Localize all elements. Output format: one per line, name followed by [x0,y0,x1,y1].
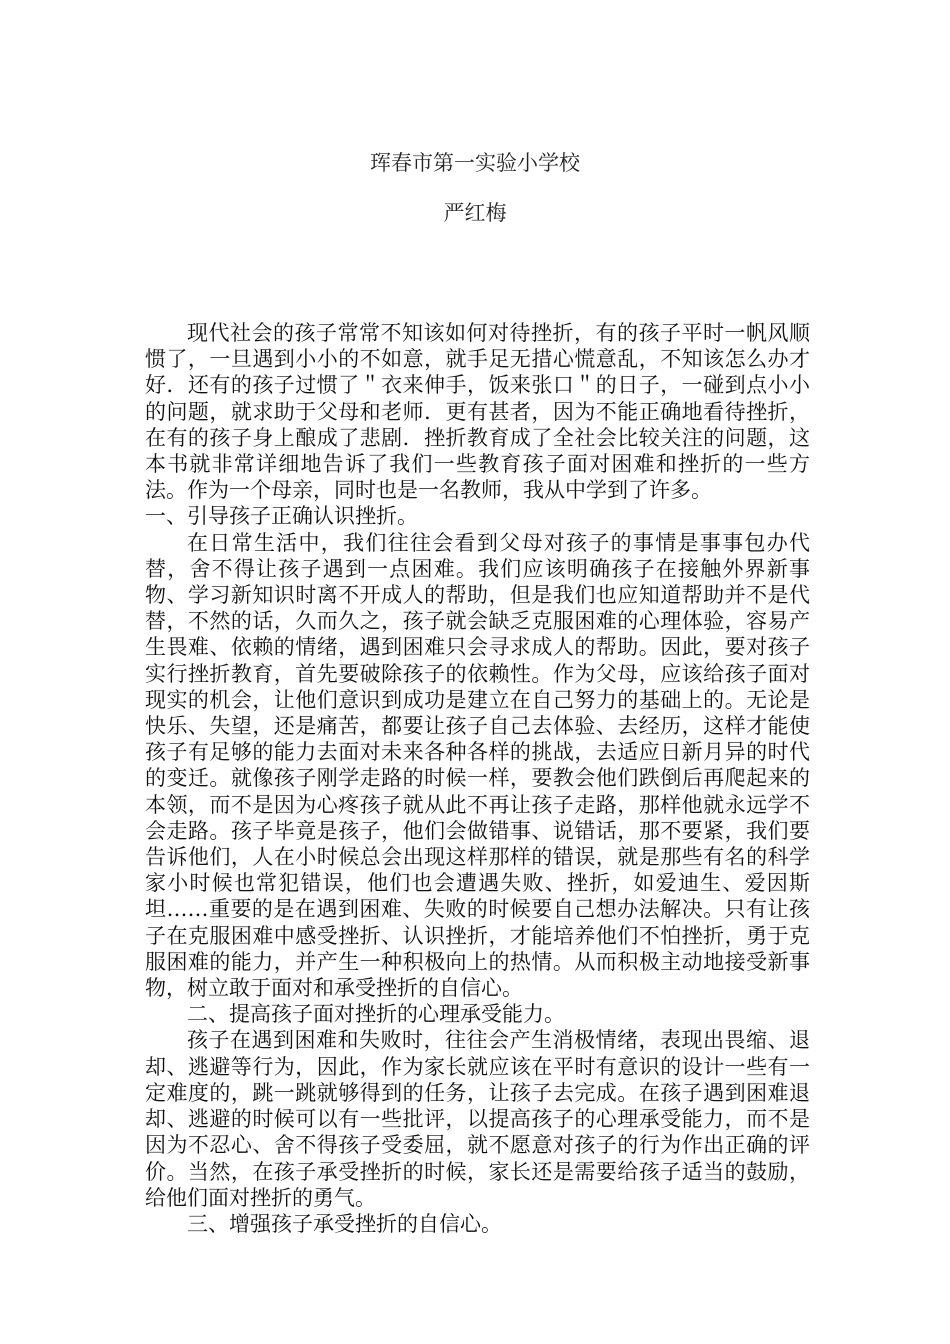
section-heading-2: 二、提高孩子面对挫折的心理承受能力。 [187,1002,565,1027]
article-body [145,320,810,1237]
intro-paragraph: 现代社会的孩子常常不知该如何对待挫折，有的孩子平时一帆风顺惯了，一旦遇到小小的不如意，就手足无措心慌意乱，不知该怎么办才好．还有的孩子过惯了＂衣来伸手，饭来张口＂的日子，一碰到点小小的问题，就求助于父母和老师．更有甚者，因为不能正确地看待挫折，在有的孩子身上酿成了悲剧．挫折教育成了全社会比较关注的问题，这本书就非常详细地告诉了我们一些教育孩子面对困难和挫折的一些方法。作为一个母亲，同时也是一名教师，我从中学到了许多。 [145,321,810,503]
section-1-paragraph: 在日常生活中，我们往往会看到父母对孩子的事情是事事包办代替，舍不得让孩子遇到一点困难。我们应该明确孩子在接触外界新事物、学习新知识时离不开成人的帮助，但是我们也应知道帮助并不是代替，不然的话，久而久之，孩子就会缺乏克服困难的心理体验，容易产生畏难、依赖的情绪，遇到困难只会寻求成人的帮助。因此，要对孩子实行挫折教育，首先要破除孩子的依赖性。作为父母，应该给孩子面对现实的机会，让他们意识到成功是建立在自己努力的基础上的。无论是快乐、失望，还是痛苦，都要让孩子自己去体验、去经历，这样才能使孩子有足够的能力去面对未来各种各样的挑战，去适应日新月异的时代的变迁。就像孩子刚学走路的时候一样，要教会他们跌倒后再爬起来的本领，而不是因为心疼孩子就从此不再让孩子走路，那样他就永远学不会走路。孩子毕竟是孩子，他们会做错事、说错话，那不要紧，我们要告诉他们，人在小时候总会出现这样那样的错误，就是那些有名的科学家小时候也常犯错误，他们也会遭遇失败、挫折，如爱迪生、爱因斯坦……重要的是在遇到困难、失败的时候要自己想办法解决。只有让孩子在克服困难中感受挫折、认识挫折，才能培养他们不怕挫折，勇于克服困难的能力，并产生一种积极向上的热情。从而积极主动地接受新事物，树立敢于面对和承受挫折的自信心。 [145,530,810,1001]
author-name: 严红梅 [443,201,507,225]
school-name: 珲春市第一实验小学校 [370,151,580,175]
section-heading-1: 一、引导孩子正确认识挫折。 [145,504,418,529]
section-2-paragraph: 孩子在遇到困难和失败时，往往会产生消极情绪，表现出畏缩、退却、逃避等行为，因此，作为家长就应该在平时有意识的设计一些有一定难度的，跳一跳就够得到的任务，让孩子去完成。在孩子遇到困难退却、逃避的时候可以有一些批评，以提高孩子的心理承受能力，而不是因为不忍心、舍不得孩子受委屈，就不愿意对孩子的行为作出正确的评价。当然，在孩子承受挫折的时候，家长还是需要给孩子适当的鼓励，给他们面对挫折的勇气。 [145,1028,810,1210]
section-heading-3: 三、增强孩子承受挫折的自信心。 [187,1211,502,1236]
